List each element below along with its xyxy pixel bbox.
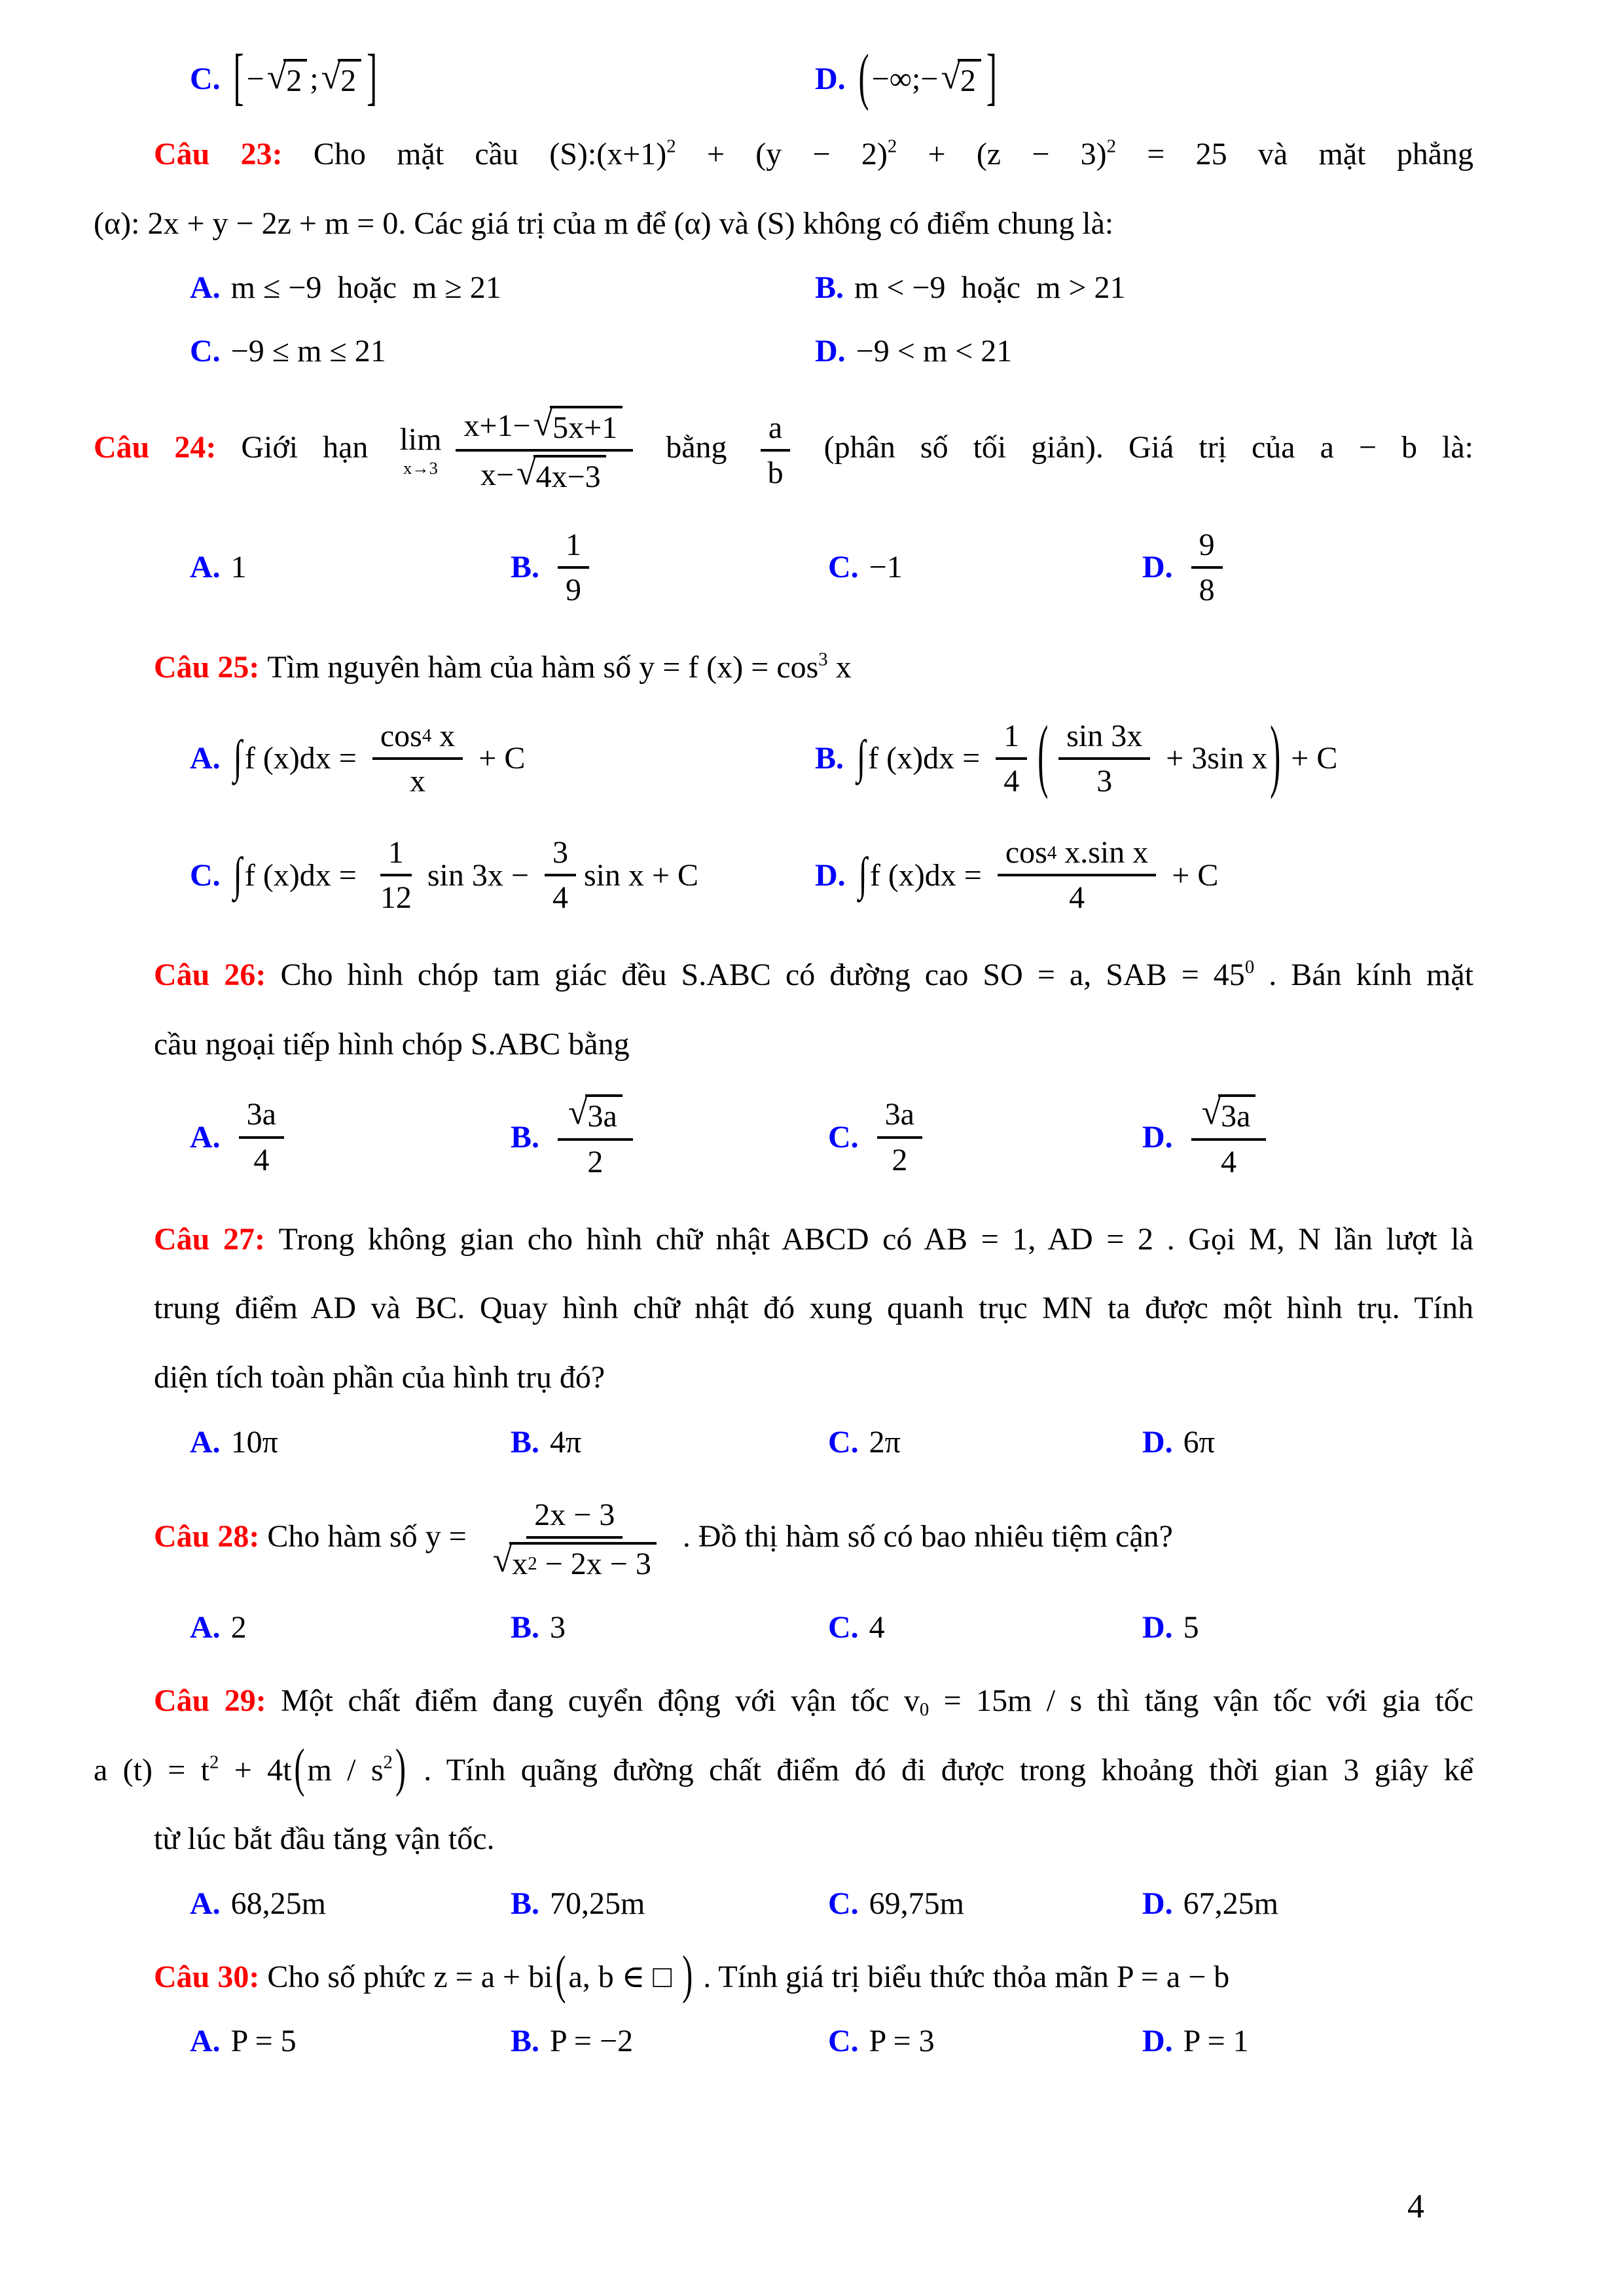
- option-letter: B.: [511, 550, 540, 585]
- option-letter: A.: [190, 550, 221, 585]
- question-number-label: Câu 27:: [154, 1221, 279, 1257]
- limit-subscript: x→3: [403, 458, 438, 478]
- option-letter: C.: [828, 1120, 859, 1155]
- big-delimiter: ): [682, 1945, 693, 2005]
- option-letter: C.: [828, 1424, 859, 1460]
- big-delimiter: ∫: [858, 848, 867, 901]
- option-letter: B.: [511, 1886, 540, 1921]
- answer-option: [190, 333, 815, 369]
- fraction: [558, 1094, 633, 1179]
- fraction-denominator: b: [767, 456, 784, 491]
- option-content: 67,25m: [1183, 1886, 1279, 1921]
- option-content: 69,75m: [869, 1886, 965, 1921]
- radical-sign-icon: √: [1201, 1092, 1221, 1132]
- fraction-numerator: 1: [380, 834, 412, 876]
- answer-option: [511, 1886, 828, 1922]
- option-letter: C.: [190, 62, 221, 96]
- answer-option: [815, 831, 1473, 920]
- question-line: Câu 28: Cho hàm số y = 2x − 3 √ x 2 − 2x − 3 . Đồ thị hàm số có bao nhiêu tiệm cận?: [154, 1497, 1173, 1581]
- option-content: 10π: [230, 1424, 278, 1460]
- question-block: [154, 645, 1473, 920]
- option-letter: D.: [1142, 1610, 1173, 1645]
- options-row: [154, 2023, 1473, 2059]
- superscript: 2: [383, 1751, 393, 1772]
- question-line: Câu 23: Cho mặt cầu $(S):(x+1)^2 + (y - 2)^2 + (z - 3)^2 = 25$ và mặt phẳng: [154, 135, 1474, 171]
- big-delimiter: (: [1038, 710, 1049, 801]
- fraction: [1191, 527, 1223, 608]
- question-line: Câu 26: Cho hình chóp tam giác đều S.ABC có đường cao SO = a, SAB = $45^0$ . Bán kính mặt: [154, 956, 1474, 993]
- fraction-denominator: 9: [566, 572, 582, 607]
- radical-sign-icon: √: [266, 57, 287, 96]
- options-row: [154, 1424, 1473, 1460]
- question-number-label: Câu 26:: [154, 958, 281, 993]
- radicand: 2: [958, 59, 981, 99]
- fraction-numerator: [1191, 1094, 1267, 1140]
- fraction-numerator: cos 4 x.sin x: [998, 834, 1156, 876]
- fraction-numerator: 3: [545, 834, 576, 876]
- fraction-denominator: x− √ 4x−3: [473, 452, 617, 495]
- option-content: [869, 1092, 930, 1181]
- option-letter: D.: [1142, 1424, 1173, 1460]
- option-letter: A.: [190, 1424, 221, 1460]
- limit-operator: [399, 424, 441, 476]
- fraction-numerator: a: [761, 410, 790, 452]
- superscript: 2: [1106, 135, 1117, 157]
- option-content: 70,25m: [550, 1886, 645, 1921]
- option-letter: C.: [828, 1610, 859, 1645]
- question-number-label: Câu 23:: [154, 137, 314, 171]
- big-delimiter: (: [555, 1945, 566, 2005]
- big-delimiter: (: [858, 42, 869, 112]
- option-content: [ − √ 2 ; √ 2 ]: [233, 42, 378, 112]
- option-letter: D.: [1142, 550, 1173, 585]
- fraction: [1058, 718, 1150, 799]
- answer-option: [1142, 523, 1473, 612]
- options-row: [154, 710, 1473, 920]
- options-row: [154, 1886, 1473, 1922]
- option-letter: C.: [190, 857, 221, 893]
- answer-option: [1142, 1424, 1473, 1460]
- answer-option: [1142, 2023, 1473, 2059]
- fraction-numerator: sin 3x: [1058, 718, 1150, 760]
- fraction-numerator: 9: [1191, 527, 1223, 569]
- answer-option: [190, 1092, 511, 1181]
- fraction-denominator: 4: [1069, 880, 1085, 916]
- answer-option: [828, 549, 1142, 585]
- question-number-label: Câu 25:: [154, 649, 268, 685]
- option-content: ∫ f (x)dx = $\frac{1}{12}$ sin 3x − $\frac{3}{4}$ sin x + C: [233, 834, 699, 916]
- radicand: 5x+1: [550, 406, 623, 446]
- superscript: 2: [209, 1751, 219, 1772]
- big-delimiter: ): [395, 1738, 406, 1798]
- option-letter: C.: [828, 550, 859, 585]
- fraction-denominator: 4: [1221, 1144, 1237, 1179]
- option-content: P = 1: [1183, 2024, 1249, 2059]
- option-letter: D.: [1142, 1886, 1173, 1921]
- option-letter: C.: [190, 334, 221, 369]
- option-letter: D.: [815, 857, 846, 893]
- option-content: 2π: [869, 1424, 901, 1460]
- questions-container: [94, 42, 1474, 2092]
- fraction-denominator: 2: [892, 1142, 908, 1177]
- option-content: 1: [230, 550, 247, 585]
- question-number-label: Câu 28:: [154, 1518, 268, 1554]
- option-content: [1183, 523, 1231, 612]
- question-line: Câu 29: Một chất điểm đang cuyển động với vận tốc $v_0 = 15m / s$ thì tăng vận tốc với gia tốc: [154, 1683, 1474, 1721]
- option-letter: A.: [190, 741, 221, 776]
- square-root: [568, 1094, 623, 1134]
- fraction-denominator: 2: [587, 1144, 604, 1179]
- answer-option: [190, 1886, 511, 1922]
- question-block: [154, 1493, 1473, 1645]
- radical-sign-icon: √: [321, 57, 341, 96]
- question-line: Câu 25: Tìm nguyên hàm của hàm số y = f $(x) = \cos^3 x$: [154, 649, 852, 685]
- fraction-numerator: 1: [558, 527, 589, 569]
- option-content: P = 5: [230, 2024, 297, 2059]
- answer-option: [511, 523, 828, 612]
- option-content: ∫ f (x)dx = cos 4 x.sin x 4 + C: [858, 834, 1219, 916]
- radical-sign-icon: √: [941, 57, 960, 96]
- question-number-label: Câu 24:: [94, 430, 242, 465]
- radicand: 4x−3: [533, 455, 606, 495]
- option-letter: B.: [511, 1120, 540, 1155]
- answer-option: [190, 1424, 511, 1460]
- question-line: (α): 2x + y − 2z + m = 0. Các giá trị của m để (α) và (S) không có điểm chung là:: [94, 206, 1114, 241]
- option-letter: B.: [511, 1610, 540, 1645]
- square-root: [941, 59, 981, 99]
- fraction-numerator: [558, 1094, 633, 1140]
- answer-option: [190, 714, 815, 803]
- option-content: 68,25m: [230, 1886, 327, 1921]
- question-block: [94, 1678, 1474, 1922]
- fraction-denominator: 3: [1096, 763, 1113, 798]
- fraction: [877, 1096, 922, 1177]
- fraction: [558, 527, 589, 608]
- question-block: [154, 1945, 1473, 2060]
- options-row: [154, 270, 1473, 369]
- option-content: m < −9 hoặc m > 21: [854, 270, 1126, 306]
- option-content: ( −∞;− √ 2 ]: [858, 42, 997, 112]
- superscript: 2: [666, 135, 676, 157]
- question-line: cầu ngoại tiếp hình chóp S.ABC bằng: [154, 1026, 630, 1062]
- page-number: 4: [1407, 2188, 1424, 2225]
- superscript: 0: [1244, 956, 1255, 978]
- question-block: [154, 1217, 1473, 1460]
- fraction: [372, 834, 420, 916]
- radicand: 2: [283, 59, 307, 99]
- answer-option: [190, 1609, 511, 1645]
- option-content: 3: [550, 1610, 566, 1645]
- limit-text: lim: [399, 422, 442, 457]
- question-line: a $(t) = t^2 + 4t(m / s^2)$ . Tính quãng đường chất điểm đó đi được trong khoảng thời gian 3 giây kể: [94, 1748, 1473, 1793]
- option-letter: A.: [190, 270, 221, 306]
- fraction-numerator: x+1− √ 5x+1: [456, 406, 633, 452]
- fraction: [1191, 1094, 1267, 1179]
- question-line: Câu 27: Trong không gian cho hình chữ nhật ABCD có AB = 1, AD = 2 . Gọi M, N lần lượt là: [154, 1221, 1474, 1257]
- big-delimiter: ): [1270, 710, 1281, 801]
- fraction: [482, 1497, 667, 1582]
- question-line: Câu 30: Cho số phức z = a + bi(a, b ∈ □ ) . Tính giá trị biểu thức thỏa mãn P = a − b: [154, 1954, 1473, 2000]
- big-delimiter: [: [233, 42, 244, 112]
- answer-option: [828, 2023, 1142, 2059]
- question-block: [154, 952, 1473, 1184]
- answer-option: [1142, 1886, 1473, 1922]
- fraction: [239, 1096, 284, 1177]
- option-content: [550, 1090, 641, 1183]
- radicand: 3a: [585, 1094, 623, 1134]
- answer-option: [815, 710, 1473, 803]
- superscript: 2: [887, 135, 897, 157]
- fraction: [456, 406, 633, 495]
- option-letter: D.: [815, 334, 846, 369]
- answer-option: [828, 1092, 1142, 1181]
- answer-option: [1142, 1609, 1473, 1645]
- options-row: [154, 523, 1473, 612]
- fraction-numerator: 3a: [239, 1096, 284, 1138]
- radicand: 3a: [1218, 1094, 1255, 1134]
- fraction-denominator: 8: [1199, 572, 1215, 607]
- fraction-numerator: cos 4 x: [372, 718, 463, 760]
- big-delimiter: (: [294, 1738, 305, 1798]
- option-content: 4π: [550, 1424, 582, 1460]
- fraction-denominator: 4: [253, 1142, 270, 1177]
- answer-option: [190, 549, 511, 585]
- big-delimiter: ]: [367, 42, 378, 112]
- radical-sign-icon: √: [533, 404, 553, 444]
- option-letter: D.: [1142, 2024, 1173, 2059]
- option-content: ∫ f (x)dx = $\frac{1}{4}$ ( $\frac{\sin 3x}{3}$ + 3sin x ) + C: [854, 714, 1337, 803]
- answer-option: [511, 1424, 828, 1460]
- fraction-denominator: [482, 1539, 667, 1582]
- square-root: [533, 406, 623, 446]
- option-content: −9 ≤ m ≤ 21: [230, 334, 386, 369]
- big-delimiter: ]: [986, 42, 997, 112]
- question-number-label: Câu 29:: [154, 1683, 281, 1718]
- answer-option: [190, 2023, 511, 2059]
- option-letter: A.: [190, 1610, 221, 1645]
- superscript: 3: [818, 649, 828, 670]
- fraction: [998, 834, 1156, 916]
- fraction-numerator: 3a: [877, 1096, 922, 1138]
- fraction: [545, 834, 576, 916]
- big-delimiter: ∫: [857, 731, 866, 784]
- big-delimiter: ∫: [233, 848, 242, 901]
- option-letter: C.: [828, 1886, 859, 1921]
- radicand: 2: [338, 59, 361, 99]
- option-content: −1: [869, 550, 903, 585]
- option-letter: D.: [1142, 1120, 1173, 1155]
- option-content: [550, 523, 597, 612]
- question-line: diện tích toàn phần của hình trụ đó?: [154, 1360, 605, 1395]
- option-letter: B.: [511, 1424, 540, 1460]
- question-line: từ lúc bắt đầu tăng vận tốc.: [154, 1821, 495, 1857]
- big-delimiter: ∫: [233, 731, 242, 784]
- fraction-numerator: 2x − 3: [526, 1497, 623, 1539]
- option-letter: B.: [815, 741, 844, 776]
- answer-option: [511, 1090, 828, 1183]
- square-root: [492, 1539, 657, 1582]
- answer-option: [828, 1424, 1142, 1460]
- option-content: m ≤ −9 hoặc m ≥ 21: [230, 270, 501, 306]
- fraction-denominator: x: [410, 763, 426, 798]
- option-letter: D.: [815, 62, 846, 96]
- option-content: 6π: [1183, 1424, 1215, 1460]
- option-content: 2: [230, 1610, 247, 1645]
- square-root: [321, 59, 362, 99]
- options-row: [154, 42, 1473, 112]
- answer-option: [511, 1609, 828, 1645]
- options-row: [154, 1090, 1473, 1183]
- option-content: −9 < m < 21: [856, 334, 1013, 369]
- radical-sign-icon: √: [568, 1092, 588, 1132]
- square-root: [1202, 1094, 1256, 1134]
- options-row: [154, 1609, 1473, 1645]
- option-letter: C.: [828, 2024, 859, 2059]
- radical-sign-icon: √: [492, 1539, 513, 1579]
- option-content: 5: [1183, 1610, 1199, 1645]
- fraction-denominator: 12: [380, 880, 412, 916]
- option-letter: B.: [815, 270, 844, 306]
- radicand: x 2 − 2x − 3: [509, 1542, 657, 1582]
- option-letter: A.: [190, 2024, 221, 2059]
- option-letter: A.: [190, 1886, 221, 1921]
- answer-option: [815, 333, 1473, 369]
- question-number-label: Câu 30:: [154, 1959, 268, 1994]
- fraction: [996, 718, 1027, 799]
- answer-option: [190, 831, 815, 920]
- option-letter: B.: [511, 2024, 540, 2059]
- subscript: 0: [919, 1699, 929, 1721]
- answer-option: [828, 1609, 1142, 1645]
- question-block: [94, 132, 1474, 369]
- answer-option: [511, 2023, 828, 2059]
- option-content: 4: [869, 1610, 885, 1645]
- radical-sign-icon: √: [516, 453, 536, 493]
- option-content: [1183, 1090, 1274, 1183]
- option-content: P = 3: [869, 2024, 935, 2059]
- fraction-denominator: 4: [1003, 763, 1020, 798]
- option-content: P = −2: [550, 2024, 634, 2059]
- answer-option: [815, 270, 1473, 306]
- answer-option: [1142, 1090, 1473, 1183]
- answer-option: [190, 270, 815, 306]
- option-content: ∫ f (x)dx = cos 4 x x + C: [233, 718, 526, 798]
- answer-option: [828, 1886, 1142, 1922]
- answer-option: [190, 42, 815, 112]
- square-root: [516, 455, 606, 495]
- square-root: [267, 59, 308, 99]
- fraction-denominator: 4: [552, 880, 568, 916]
- option-letter: A.: [190, 1120, 221, 1155]
- answer-option: [815, 42, 1473, 112]
- fraction-numerator: 1: [996, 718, 1027, 760]
- question-line: Câu 24: Giới hạn lim x→3 x+1− √ 5x+1 x− √ 4x−3 bằng $\frac{a}{b}$ (phân số tối giản). Giá trị của a − b là:: [94, 404, 1474, 495]
- question-line: trung điểm AD và BC. Quay hình chữ nhật đó xung quanh trục MN ta được một hình trụ. Tính: [154, 1291, 1473, 1326]
- option-content: [231, 1092, 292, 1181]
- question-block: [94, 402, 1474, 612]
- fraction: [372, 718, 463, 799]
- fraction: [760, 410, 791, 491]
